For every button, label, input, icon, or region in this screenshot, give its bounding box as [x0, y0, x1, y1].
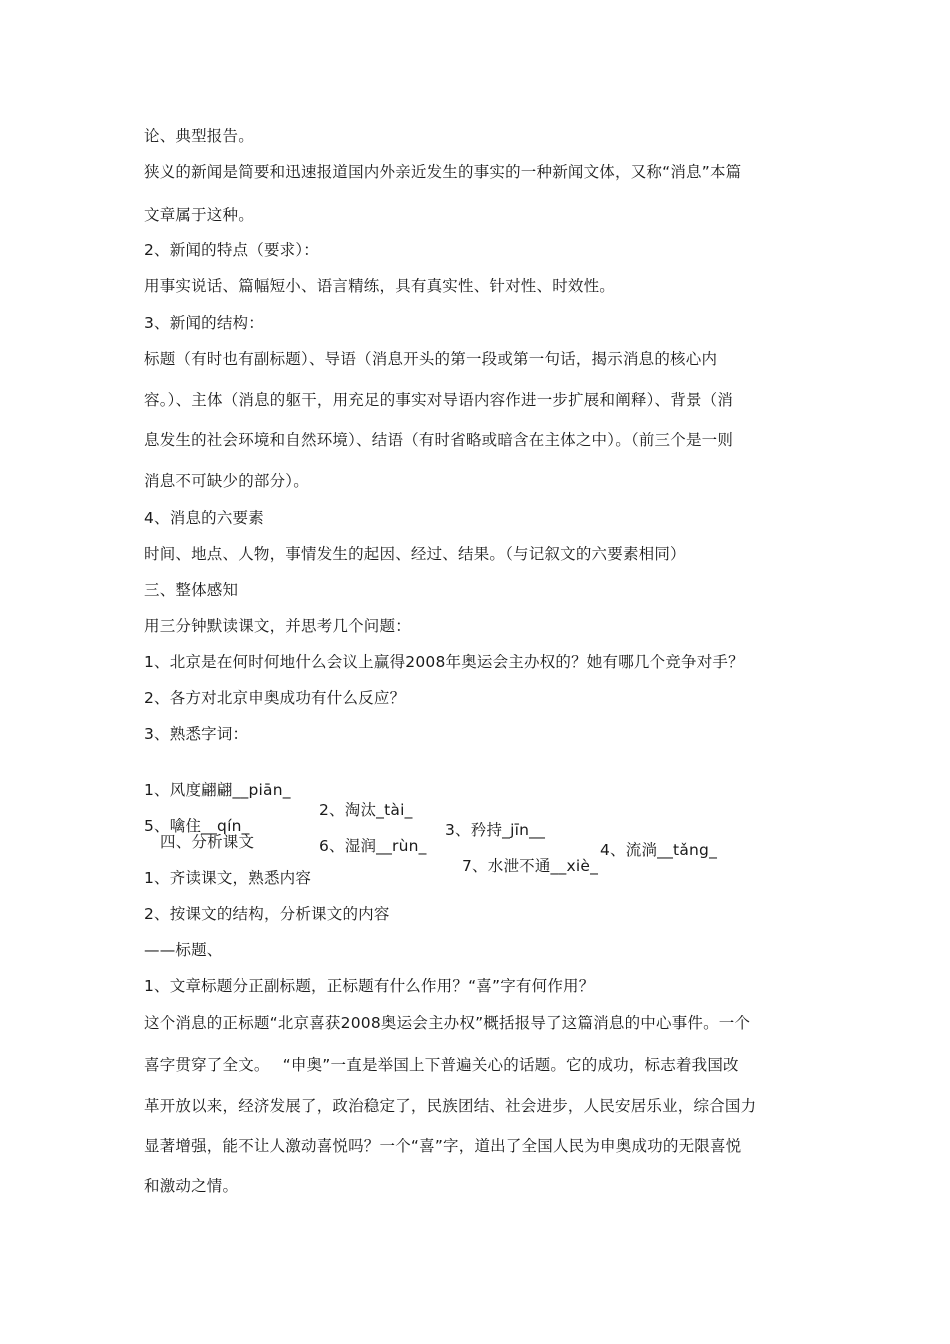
section-heading: 4、消息的六要素: [144, 509, 264, 527]
vocab-item: 3、矜持_jīn__: [445, 821, 546, 839]
text-line: 显著增强，能不让人激动喜悦吗？一个“喜”字，道出了全国人民为申奥成功的无限喜悦: [144, 1137, 742, 1155]
section-heading: 2、新闻的特点（要求）：: [144, 241, 320, 259]
section-heading: 四、分析课文: [160, 833, 255, 851]
text-line: 革开放以来，经济发展了，政治稳定了，民族团结、社会进步，人民安居乐业，综合国力: [144, 1097, 757, 1115]
text-line: 和激动之情。: [144, 1177, 239, 1195]
section-heading: 3、新闻的结构：: [144, 314, 264, 332]
subsection-label: ——标题、: [144, 941, 223, 959]
section-heading: 三、整体感知: [144, 581, 239, 599]
text-line: 这个消息的正标题“北京喜获2008奥运会主办权”概括报导了这篇消息的中心事件。一个: [144, 1014, 751, 1032]
question-line: 2、各方对北京申奥成功有什么反应？: [144, 689, 406, 707]
text-line: 2、按课文的结构，分析课文的内容: [144, 905, 390, 923]
text-line: 文章属于这种。: [144, 206, 254, 224]
text-line: 容。）、主体（消息的躯干，用充足的事实对导语内容作进一步扩展和阐释）、背景（消: [144, 391, 734, 409]
vocab-item: 1、风度翩翩__piān_: [144, 781, 291, 799]
text-line: 时间、地点、人物，事情发生的起因、经过、结果。（与记叙文的六要素相同）: [144, 545, 686, 563]
text-line: 用三分钟默读课文，并思考几个问题：: [144, 617, 411, 635]
text-line: 消息不可缺少的部分）。: [144, 472, 309, 490]
text-line: 论、典型报告。: [144, 127, 254, 145]
vocab-item: 4、流淌__tǎng_: [600, 841, 718, 859]
vocab-item: 2、淘汰_tài_: [319, 801, 413, 819]
text-line: 1、齐读课文，熟悉内容: [144, 869, 312, 887]
text-line: 标题（有时也有副标题）、导语（消息开头的第一段或第一句话，揭示消息的核心内: [144, 350, 718, 368]
question-line: 1、北京是在何时何地什么会议上赢得2008年奥运会主办权的？她有哪几个竞争对手？: [144, 653, 744, 671]
text-line: 息发生的社会环境和自然环境）、结语（有时省略或暗含在主体之中）。（前三个是一则: [144, 431, 734, 449]
text-line: 喜字贯穿了全文。 “申奥”一直是举国上下普遍关心的话题。它的成功，标志着我国改: [144, 1056, 739, 1074]
question-line: 3、熟悉字词：: [144, 725, 249, 743]
question-line: 1、文章标题分正副标题，正标题有什么作用？“喜”字有何作用？: [144, 977, 595, 995]
text-line: 用事实说话、篇幅短小、语言精练，具有真实性、针对性、时效性。: [144, 277, 616, 295]
vocab-item: 7、水泄不通__xiè_: [462, 857, 599, 875]
vocab-item: 5、噙住__qín_: [144, 817, 250, 835]
text-line: 狭义的新闻是简要和迅速报道国内外亲近发生的事实的一种新闻文体，又称“消息”本篇: [144, 163, 742, 181]
vocab-item: 6、湿润__rùn_: [319, 837, 427, 855]
